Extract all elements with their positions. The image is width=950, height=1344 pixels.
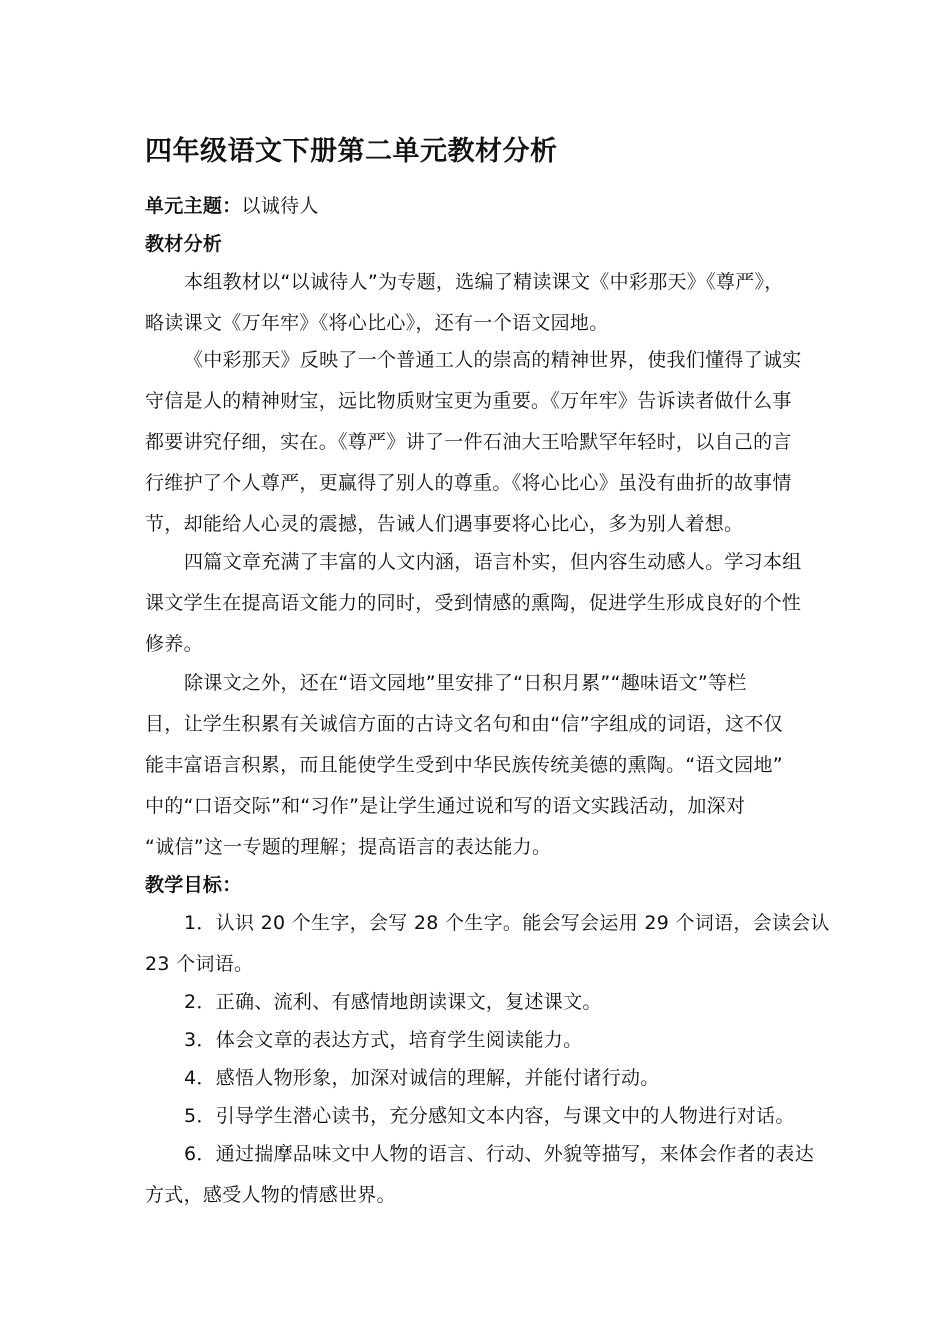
analysis-line: 目，让学生积累有关诚信方面的古诗文名句和由“信”字组成的词语，这不仅 [145, 713, 783, 735]
analysis-line: 修养。 [145, 633, 203, 655]
analysis-line: 本组教材以“以诚待人”为专题，选编了精读课文《中彩那天》《尊严》， [184, 271, 784, 293]
analysis-line: 都要讲究仔细，实在。《尊严》讲了一件石油大王哈默罕年轻时，以自己的言 [145, 431, 792, 453]
unit-theme-value: 以诚待人 [241, 195, 319, 217]
analysis-line: 除课文之外，还在“语文园地”里安排了“日积月累”“趣味语文”等栏 [184, 672, 747, 694]
analysis-line: 课文学生在提高语文能力的同时，受到情感的熏陶，促进学生形成良好的个性 [145, 592, 802, 614]
goal-line: 23 个词语。 [145, 953, 254, 975]
analysis-line: “诚信”这一专题的理解；提高语言的表达能力。 [145, 836, 552, 858]
unit-theme-label: 单元主题： [145, 195, 242, 217]
analysis-heading: 教材分析 [145, 233, 223, 255]
goal-line: 方式，感受人物的情感世界。 [145, 1184, 396, 1206]
analysis-line: 守信是人的精神财宝，远比物质财宝更为重要。《万年牢》告诉读者做什么事 [145, 390, 792, 412]
analysis-line: 略读课文《万年牢》《将心比心》，还有一个语文园地。 [145, 312, 609, 334]
analysis-line: 节，却能给人心灵的震撼，告诫人们遇事要将心比心，多为别人着想。 [145, 513, 744, 535]
goals-heading: 教学目标： [145, 874, 242, 896]
analysis-line: 四篇文章充满了丰富的人文内涵，语言朴实，但内容生动感人。学习本组 [184, 551, 802, 573]
analysis-line: 行维护了个人尊严，更赢得了别人的尊重。《将心比心》虽没有曲折的故事情 [145, 472, 792, 494]
goal-line: 4．感悟人物形象，加深对诚信的理解，并能付诸行动。 [184, 1067, 660, 1089]
analysis-line: 《中彩那天》反映了一个普通工人的崇高的精神世界，使我们懂得了诚实 [184, 349, 802, 371]
analysis-line: 中的“口语交际”和“习作”是让学生通过说和写的语文实践活动，加深对 [145, 795, 746, 817]
unit-theme-row [145, 194, 319, 218]
page-title: 四年级语文下册第二单元教材分析 [145, 136, 558, 167]
goal-line: 5．引导学生潜心读书，充分感知文本内容，与课文中的人物进行对话。 [184, 1105, 795, 1127]
goal-line: 1．认识 20 个生字，会写 28 个生字。能会写会运用 29 个词语，会读会认 [184, 912, 830, 934]
goal-line: 2．正确、流利、有感情地朗读课文，复述课文。 [184, 991, 602, 1013]
analysis-line: 能丰富语言积累，而且能使学生受到中华民族传统美德的熏陶。“语文园地” [145, 754, 783, 776]
goal-line: 3．体会文章的表达方式，培育学生阅读能力。 [184, 1029, 583, 1051]
goal-line: 6．通过揣摩品味文中人物的语言、行动、外貌等描写，来体会作者的表达 [184, 1143, 814, 1165]
